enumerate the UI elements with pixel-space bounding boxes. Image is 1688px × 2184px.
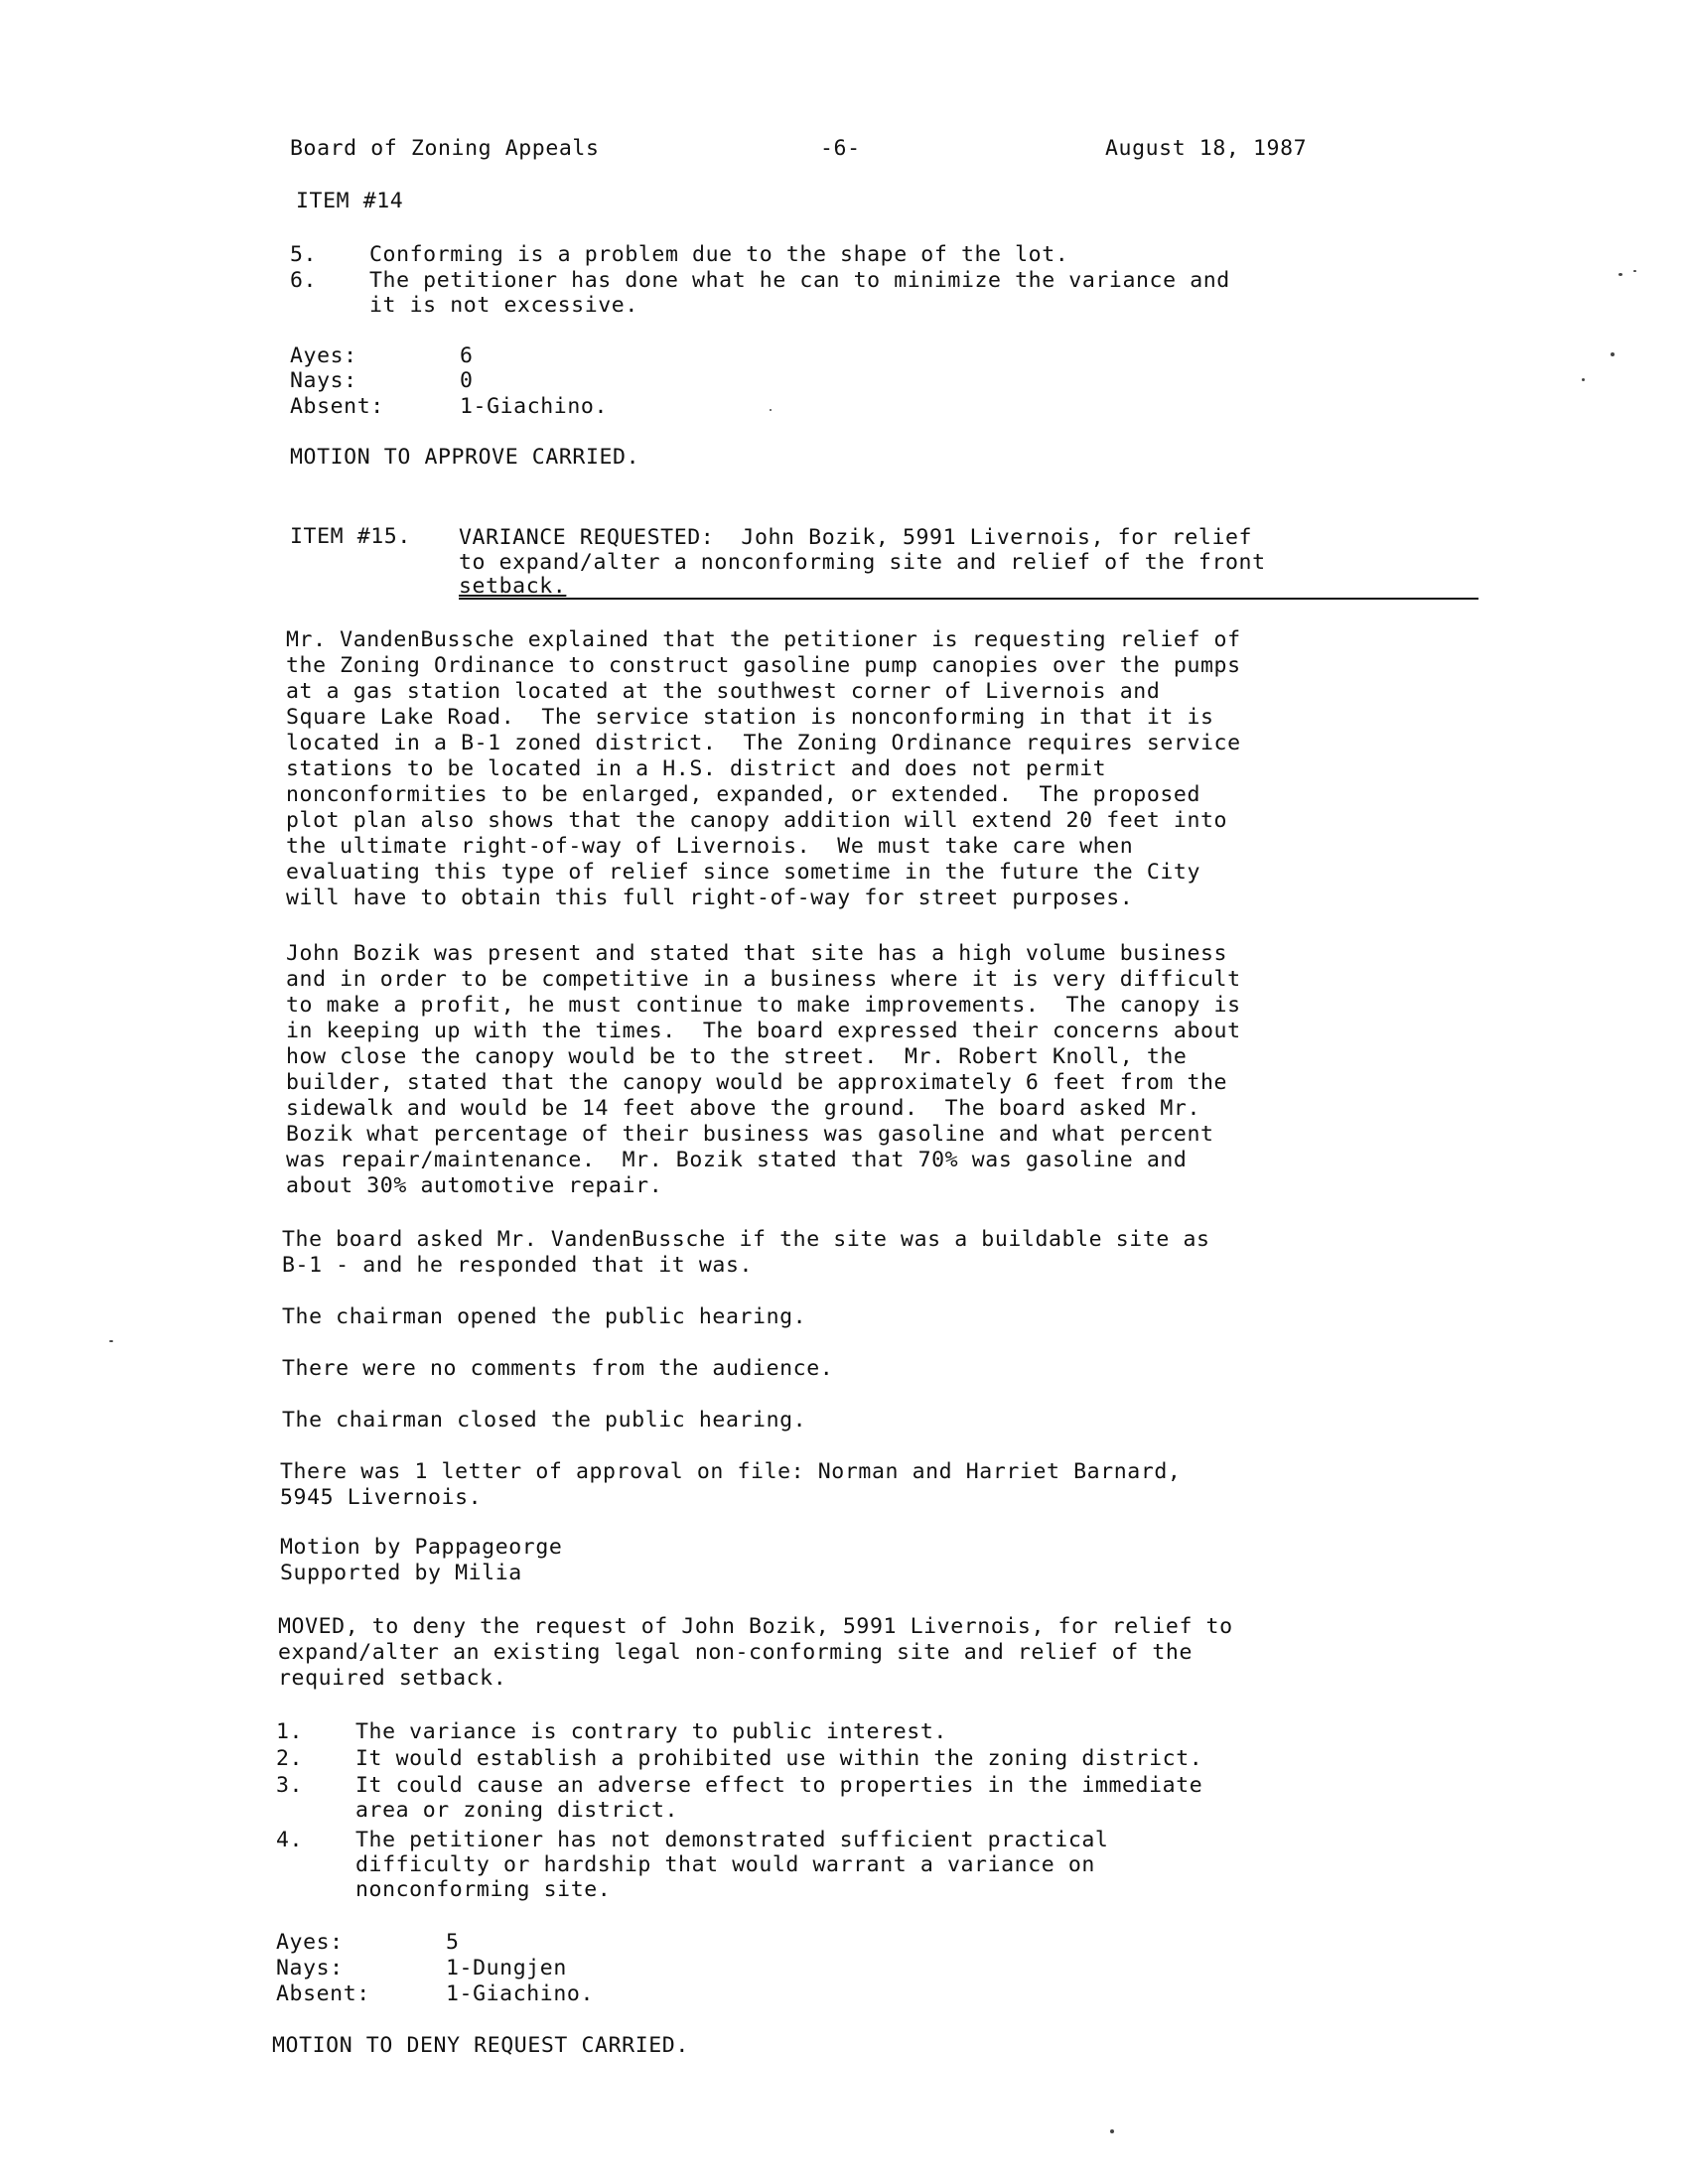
body-text-line: Motion by Pappageorge <box>280 1535 563 1560</box>
body-text-line: MOVED, to deny the request of John Bozik, 5991 Livernois, for relief to <box>278 1614 1233 1639</box>
item15-vote-label: Ayes: <box>276 1930 344 1955</box>
item14-vote-value: 1-Giachino. <box>460 394 608 419</box>
item15-finding-number: 3. <box>276 1773 304 1798</box>
scan-speck <box>770 409 772 411</box>
header-left: Board of Zoning Appeals <box>290 136 600 161</box>
body-text-line: sidewalk and would be 14 feet above the ground. The board asked Mr. <box>286 1096 1200 1121</box>
body-text-line: evaluating this type of relief since sometime in the future the City <box>286 860 1200 885</box>
scan-speck <box>109 1340 113 1342</box>
item15-finding-text: It would establish a prohibited use within the zoning district. <box>355 1746 1203 1771</box>
item15-vote-value: 5 <box>446 1930 460 1955</box>
body-text-line: builder, stated that the canopy would be approximately 6 feet from the <box>286 1070 1228 1095</box>
body-text-line: how close the canopy would be to the street. Mr. Robert Knoll, the <box>286 1044 1188 1069</box>
item14-vote-label: Ayes: <box>290 343 357 368</box>
item14-finding-text: Conforming is a problem due to the shape of the lot. <box>369 242 1069 267</box>
item14-finding-text: The petitioner has done what he can to minimize the variance and <box>369 268 1230 293</box>
body-text-line: nonconformities to be enlarged, expanded, or extended. The proposed <box>286 782 1200 807</box>
item15-finding-number: 1. <box>276 1719 304 1744</box>
body-text-line: 5945 Livernois. <box>280 1485 483 1510</box>
body-text-line: There were no comments from the audience. <box>282 1356 834 1381</box>
body-text-line: The board asked Mr. VandenBussche if the site was a buildable site as <box>282 1227 1210 1252</box>
body-text-line: plot plan also shows that the canopy addition will extend 20 feet into <box>286 808 1228 833</box>
body-text-line: stations to be located in a H.S. district and does not permit <box>286 756 1107 781</box>
body-text-line: Mr. VandenBussche explained that the petitioner is requesting relief of <box>286 627 1241 652</box>
scan-speck <box>1582 378 1585 381</box>
item14-vote-value: 6 <box>460 343 474 368</box>
scan-speck <box>1618 273 1622 276</box>
item15-finding-text: nonconforming site. <box>355 1877 612 1902</box>
body-text-line: The chairman opened the public hearing. <box>282 1304 807 1329</box>
item15-result: MOTION TO DENY REQUEST CARRIED. <box>272 2033 689 2058</box>
item15-finding-number: 4. <box>276 1828 304 1852</box>
header-date: August 18, 1987 <box>1105 136 1308 161</box>
scan-speck <box>1611 352 1615 356</box>
body-text-line: located in a B-1 zoned district. The Zoning Ordinance requires service <box>286 731 1241 755</box>
scan-speck <box>1633 270 1636 272</box>
body-text-line: was repair/maintenance. Mr. Bozik stated that 70% was gasoline and <box>286 1148 1188 1172</box>
body-text-line: There was 1 letter of approval on file: Norman and Harriet Barnard, <box>280 1459 1182 1484</box>
item14-vote-value: 0 <box>460 368 474 393</box>
body-text-line: the ultimate right-of-way of Livernois. We must take care when <box>286 834 1134 859</box>
item15-vote-value: 1-Giachino. <box>446 1981 594 2006</box>
item14-finding-text: it is not excessive. <box>369 293 638 318</box>
body-text-line: B-1 - and he responded that it was. <box>282 1253 754 1278</box>
item14-vote-label: Absent: <box>290 394 384 419</box>
page-number: -6- <box>820 136 861 161</box>
item15-request-line: VARIANCE REQUESTED: John Bozik, 5991 Livernois, for relief <box>459 525 1253 550</box>
item15-finding-number: 2. <box>276 1746 304 1771</box>
item14-vote-label: Nays: <box>290 368 357 393</box>
body-text-line: Supported by Milia <box>280 1561 522 1585</box>
body-text-line: at a gas station located at the southwest corner of Livernois and <box>286 679 1161 704</box>
item14-result: MOTION TO APPROVE CARRIED. <box>290 445 640 470</box>
body-text-line: in keeping up with the times. The board expressed their concerns about <box>286 1019 1241 1043</box>
body-text-line: will have to obtain this full right-of-way for street purposes. <box>286 886 1134 910</box>
item15-request-line: setback. <box>459 574 567 599</box>
body-text-line: The chairman closed the public hearing. <box>282 1408 807 1433</box>
item15-finding-text: The petitioner has not demonstrated sufficient practical <box>355 1828 1109 1852</box>
item14-finding-number: 6. <box>290 268 318 293</box>
item15-vote-label: Nays: <box>276 1956 344 1980</box>
body-text-line: and in order to be competitive in a business where it is very difficult <box>286 967 1241 992</box>
scan-speck <box>1110 2129 1114 2133</box>
item15-vote-value: 1-Dungjen <box>446 1956 567 1980</box>
body-text-line: to make a profit, he must continue to make improvements. The canopy is <box>286 993 1241 1018</box>
item15-vote-label: Absent: <box>276 1981 370 2006</box>
item15-finding-text: It could cause an adverse effect to properties in the immediate <box>355 1773 1203 1798</box>
body-text-line: expand/alter an existing legal non-conforming site and relief of the <box>278 1640 1193 1665</box>
item15-heading: ITEM #15. <box>290 524 411 549</box>
section-divider <box>459 598 1478 600</box>
body-text-line: Square Lake Road. The service station is nonconforming in that it is <box>286 705 1214 730</box>
item14-heading: ITEM #14 <box>296 189 404 213</box>
body-text-line: Bozik what percentage of their business was gasoline and what percent <box>286 1122 1214 1147</box>
item14-finding-number: 5. <box>290 242 318 267</box>
item15-finding-text: difficulty or hardship that would warrant a variance on <box>355 1852 1095 1877</box>
item15-request-line: to expand/alter a nonconforming site and relief of the front <box>459 550 1266 575</box>
body-text-line: the Zoning Ordinance to construct gasoline pump canopies over the pumps <box>286 653 1241 678</box>
body-text-line: required setback. <box>278 1666 507 1691</box>
item15-finding-text: The variance is contrary to public interest. <box>355 1719 947 1744</box>
body-text-line: John Bozik was present and stated that site has a high volume business <box>286 941 1228 966</box>
body-text-line: about 30% automotive repair. <box>286 1173 663 1198</box>
item15-finding-text: area or zoning district. <box>355 1798 679 1823</box>
